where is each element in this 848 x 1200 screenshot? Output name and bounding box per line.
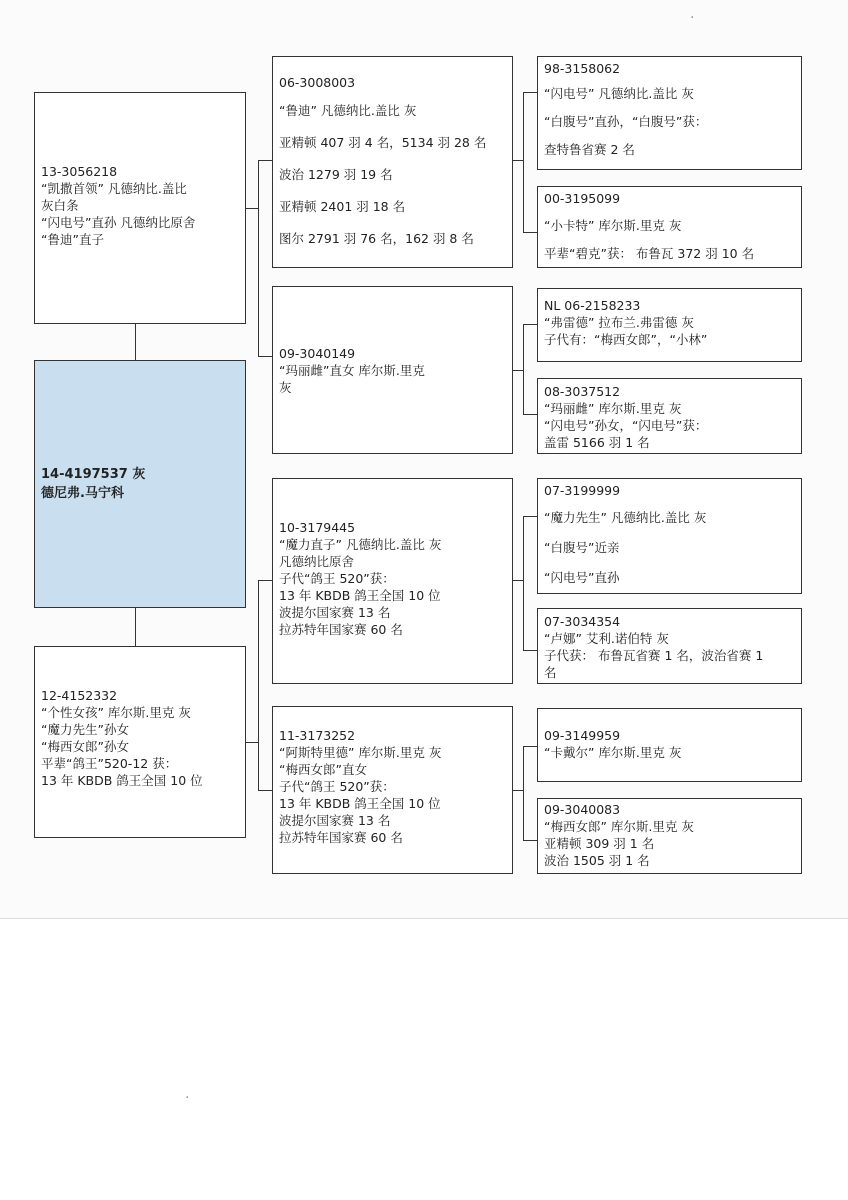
sire-box	[34, 92, 246, 324]
great-grandparent-line: “玛丽雌” 库尔斯.里克 灰	[544, 401, 682, 416]
granddam-maternal-line: 波提尔国家赛 13 名	[279, 813, 391, 828]
great-grandparent-ring-number: 07-3199999	[544, 483, 621, 498]
great-grandparent-line: “卢娜” 艾利.诺伯特 灰	[544, 631, 669, 646]
granddam-paternal-line: 灰	[279, 380, 292, 395]
granddam-paternal-box	[272, 286, 513, 454]
connector	[258, 580, 272, 581]
great-grandparent-line: “闪电号” 凡德纳比.盖比 灰	[544, 86, 694, 101]
great-grandparent-line: 亚精顿 309 羽 1 名	[544, 836, 655, 851]
grandsire-paternal-line: 亚精顿 2401 羽 18 名	[279, 199, 406, 214]
connector	[513, 160, 523, 161]
dam-line: “魔力先生”孙女	[41, 722, 129, 737]
great-grandparent-box-7	[537, 708, 802, 782]
great-grandparent-line: 查特鲁省赛 2 名	[544, 142, 635, 157]
grandsire-paternal-line: 图尔 2791 羽 76 名，162 羽 8 名	[279, 231, 474, 246]
subject-ring-number: 14-4197537 灰	[41, 467, 146, 482]
granddam-maternal-ring-number: 11-3173252	[279, 728, 356, 743]
connector	[523, 516, 524, 650]
great-grandparent-line: 子代获： 布鲁瓦省赛 1 名，波治省赛 1	[544, 648, 764, 663]
grandsire-maternal-line: 波提尔国家赛 13 名	[279, 605, 391, 620]
connector	[523, 414, 537, 415]
connector	[258, 790, 272, 791]
scan-speck: ·	[690, 10, 695, 26]
granddam-maternal-line: “梅西女郎”直女	[279, 762, 367, 777]
great-grandparent-ring-number: 09-3149959	[544, 728, 621, 743]
great-grandparent-line: 名	[544, 665, 557, 680]
great-grandparent-line: “白腹号”直孙，“白腹号”获：	[544, 114, 708, 129]
great-grandparent-ring-number: 98-3158062	[544, 61, 621, 76]
great-grandparent-box-4	[537, 378, 802, 454]
connector	[523, 650, 537, 651]
granddam-paternal-line: “玛丽雌”直女 库尔斯.里克	[279, 363, 425, 378]
great-grandparent-line: 子代有：“梅西女郎”，“小林”	[544, 332, 708, 347]
granddam-maternal-line: 拉苏特年国家赛 60 名	[279, 830, 403, 845]
connector	[258, 580, 259, 790]
great-grandparent-ring-number: 09-3040083	[544, 802, 621, 817]
scan-speck: ·	[185, 1090, 190, 1106]
great-grandparent-box-3	[537, 288, 802, 362]
great-grandparent-ring-number: NL 06-2158233	[544, 298, 641, 313]
great-grandparent-ring-number: 00-3195099	[544, 191, 621, 206]
grandsire-maternal-line: 拉苏特年国家赛 60 名	[279, 622, 403, 637]
great-grandparent-line: “小卡特” 库尔斯.里克 灰	[544, 218, 682, 233]
great-grandparent-line: 平辈“碧克”获： 布鲁瓦 372 羽 10 名	[544, 246, 755, 261]
great-grandparent-box-1	[537, 56, 802, 170]
connector	[523, 232, 537, 233]
grandsire-paternal-line: 亚精顿 407 羽 4 名，5134 羽 28 名	[279, 135, 487, 150]
grandsire-maternal-line: 子代“鸽王 520”获：	[279, 571, 395, 586]
connector	[513, 370, 523, 371]
great-grandparent-line: 盖雷 5166 羽 1 名	[544, 435, 650, 450]
great-grandparent-line: 波治 1505 羽 1 名	[544, 853, 650, 868]
connector	[258, 356, 272, 357]
great-grandparent-ring-number: 07-3034354	[544, 614, 621, 629]
dam-line: 平辈“鸽王”520-12 获：	[41, 756, 178, 771]
great-grandparent-box-6	[537, 608, 802, 684]
granddam-maternal-line: “阿斯特里德” 库尔斯.里克 灰	[279, 745, 442, 760]
dam-line: “梅西女郎”孙女	[41, 739, 129, 754]
connector	[523, 92, 524, 232]
great-grandparent-line: “梅西女郎” 库尔斯.里克 灰	[544, 819, 694, 834]
grandsire-maternal-line: 13 年 KBDB 鸽王全国 10 位	[279, 588, 441, 603]
grandsire-paternal-line: “鲁迪” 凡德纳比.盖比 灰	[279, 103, 417, 118]
grandsire-maternal-line: 凡德纳比原舍	[279, 554, 355, 569]
great-grandparent-line: “弗雷德” 拉布兰.弗雷德 灰	[544, 315, 694, 330]
great-grandparent-box-5	[537, 478, 802, 594]
connector	[523, 516, 537, 517]
sire-line: “鲁迪”直子	[41, 232, 104, 247]
grandsire-maternal-line: “魔力直子” 凡德纳比.盖比 灰	[279, 537, 442, 552]
granddam-maternal-line: 子代“鸽王 520”获：	[279, 779, 395, 794]
dam-box	[34, 646, 246, 838]
great-grandparent-box-2	[537, 186, 802, 268]
great-grandparent-box-8	[537, 798, 802, 874]
connector	[258, 160, 272, 161]
granddam-maternal-box	[272, 706, 513, 874]
dam-line: 13 年 KBDB 鸽王全国 10 位	[41, 773, 203, 788]
subject-box	[34, 360, 246, 608]
great-grandparent-line: “闪电号”孙女，“闪电号”获：	[544, 418, 708, 433]
sire-line: “凯撒首领” 凡德纳比.盖比	[41, 181, 187, 196]
great-grandparent-line: “闪电号”直孙	[544, 570, 620, 585]
connector	[135, 608, 136, 646]
sire-ring-number: 13-3056218	[41, 164, 118, 179]
grandsire-maternal-box	[272, 478, 513, 684]
granddam-maternal-line: 13 年 KBDB 鸽王全国 10 位	[279, 796, 441, 811]
great-grandparent-line: “白腹号”近亲	[544, 540, 620, 555]
great-grandparent-line: “魔力先生” 凡德纳比.盖比 灰	[544, 510, 707, 525]
connector	[523, 840, 537, 841]
grandsire-paternal-ring-number: 06-3008003	[279, 75, 356, 90]
connector	[523, 746, 524, 840]
connector	[135, 324, 136, 360]
grandsire-paternal-box	[272, 56, 513, 268]
great-grandparent-line: “卡戴尔” 库尔斯.里克 灰	[544, 745, 682, 760]
connector	[523, 324, 537, 325]
sire-line: “闪电号”直孙 凡德纳比原舍	[41, 215, 196, 230]
dam-line: “个性女孩” 库尔斯.里克 灰	[41, 705, 191, 720]
grandsire-maternal-ring-number: 10-3179445	[279, 520, 356, 535]
great-grandparent-ring-number: 08-3037512	[544, 384, 621, 399]
connector	[523, 746, 537, 747]
connector	[258, 160, 259, 356]
connector	[513, 580, 523, 581]
grandsire-paternal-line: 波治 1279 羽 19 名	[279, 167, 393, 182]
connector	[513, 790, 523, 791]
subject-owner: 德尼弗.马宁科	[41, 486, 124, 501]
connector	[246, 742, 258, 743]
granddam-paternal-ring-number: 09-3040149	[279, 346, 356, 361]
connector	[523, 92, 537, 93]
connector	[523, 324, 524, 414]
dam-ring-number: 12-4152332	[41, 688, 118, 703]
sire-line: 灰白条	[41, 198, 79, 213]
connector	[246, 208, 258, 209]
